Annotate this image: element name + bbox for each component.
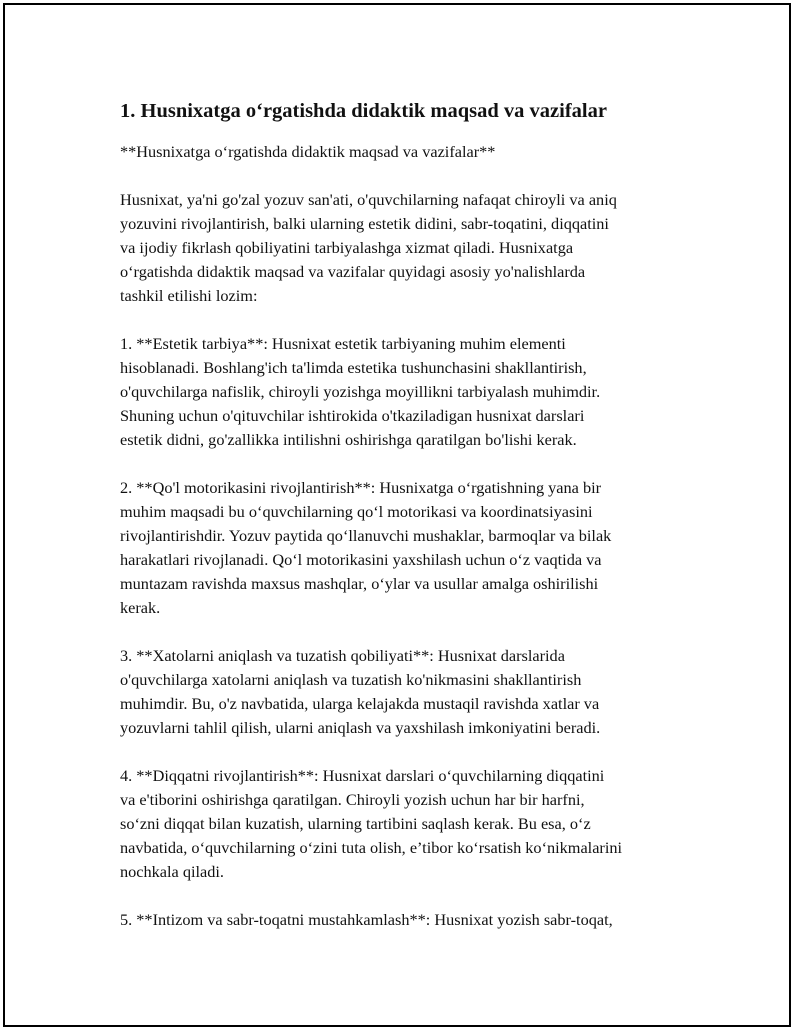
text-line: tashkil etilishi lozim:	[120, 286, 258, 305]
text-line: o'quvchilarga xatolarni aniqlash va tuzatish ko'nikmasini shakllantirish	[120, 670, 582, 689]
text-line: o'quvchilarga nafislik, chiroyli yozishga moyillikni tarbiyalash muhimdir.	[120, 382, 601, 401]
text-line: va e'tiborini oshirishga qaratilgan. Chiroyli yozish uchun har bir harfni,	[120, 790, 585, 809]
text-line: 4. **Diqqatni rivojlantirish**: Husnixat darslari o‘quvchilarning diqqatini	[120, 766, 605, 785]
text-line: o‘rgatishda didaktik maqsad va vazifalar quyidagi asosiy yo'nalishlarda	[120, 262, 586, 281]
text-line: va ijodiy fikrlash qobiliyatini tarbiyalashga xizmat qiladi. Husnixatga	[120, 238, 574, 257]
paragraph-item-2	[120, 476, 700, 620]
document-subheading: **Husnixatga o‘rgatishda didaktik maqsad va vazifalar**	[120, 142, 496, 161]
text-line: estetik didni, go'zallikka intilishni oshirishga qaratilgan bo'lishi kerak.	[120, 430, 577, 449]
text-line: harakatlari rivojlanadi. Qo‘l motorikasini yaxshilash uchun o‘z vaqtida va	[120, 550, 602, 569]
text-line: navbatida, o‘quvchilarning o‘zini tuta olish, e’tibor ko‘rsatish ko‘nikmalarini	[120, 838, 623, 857]
paragraph-intro	[120, 188, 700, 308]
paragraph-item-3	[120, 644, 700, 740]
paragraph-item-1	[120, 332, 700, 452]
text-line: muhimdir. Bu, o'z navbatida, ularga kelajakda mustaqil ravishda xatlar va	[120, 694, 600, 713]
text-line: yozuvini rivojlantirish, balki ularning estetik didini, sabr-toqatini, diqqatini	[120, 214, 609, 233]
text-line: yozuvlarni tahlil qilish, ularni aniqlash va yaxshilash imkoniyatini beradi.	[120, 718, 601, 737]
text-line: 1. **Estetik tarbiya**: Husnixat estetik tarbiyaning muhim elementi	[120, 334, 566, 353]
document-body	[120, 97, 700, 956]
document-heading: 1. Husnixatga o‘rgatishda didaktik maqsad va vazifalar	[120, 100, 607, 122]
text-line: 5. **Intizom va sabr-toqatni mustahkamlash**: Husnixat yozish sabr-toqat,	[120, 910, 613, 929]
text-line: 2. **Qo'l motorikasini rivojlantirish**: Husnixatga o‘rgatishning yana bir	[120, 478, 602, 497]
text-line: Shuning uchun o'qituvchilar ishtirokida o'tkaziladigan husnixat darslari	[120, 406, 585, 425]
text-line: so‘zni diqqat bilan kuzatish, ularning tartibini saqlash kerak. Bu esa, o‘z	[120, 814, 591, 833]
text-line: rivojlantirishdir. Yozuv paytida qo‘llanuvchi mushaklar, barmoqlar va bilak	[120, 526, 612, 545]
page-frame	[3, 3, 791, 1027]
text-line: kerak.	[120, 598, 161, 617]
text-line: 3. **Xatolarni aniqlash va tuzatish qobiliyati**: Husnixat darslarida	[120, 646, 565, 665]
text-line: hisoblanadi. Boshlang'ich ta'limda estetika tushunchasini shakllantirish,	[120, 358, 587, 377]
text-line: muhim maqsadi bu o‘quvchilarning qo‘l motorikasi va koordinatsiyasini	[120, 502, 593, 521]
paragraph-item-5	[120, 908, 700, 932]
text-line: nochkala qiladi.	[120, 862, 224, 881]
paragraph-item-4	[120, 764, 700, 884]
text-line: Husnixat, ya'ni go'zal yozuv san'ati, o'quvchilarning nafaqat chiroyli va aniq	[120, 190, 617, 209]
text-line: muntazam ravishda maxsus mashqlar, o‘ylar va usullar amalga oshirilishi	[120, 574, 599, 593]
